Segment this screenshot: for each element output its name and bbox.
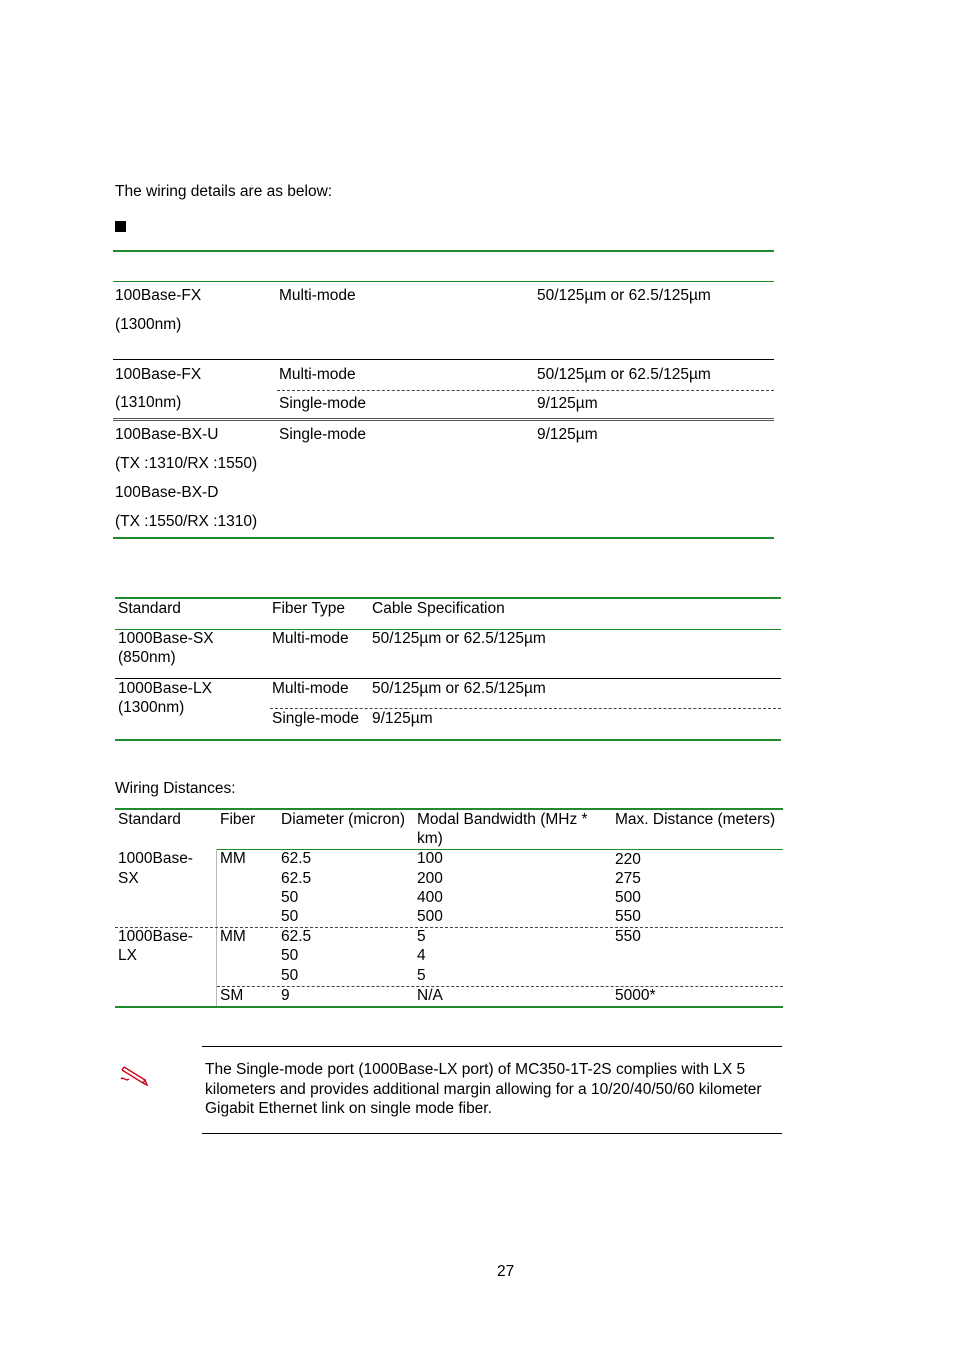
table-rule	[115, 808, 783, 810]
standard-cell: (1300nm)	[118, 699, 185, 716]
standard-cell: 100Base-BX-U	[115, 426, 219, 443]
note-rule	[202, 1046, 782, 1047]
bandwidth-cell: 5	[417, 967, 426, 984]
bandwidth-cell: 5	[417, 928, 426, 945]
distance-cell: 5000*	[615, 987, 656, 1004]
bandwidth-cell: 4	[417, 947, 426, 964]
diameter-cell: 50	[281, 908, 299, 925]
pencil-note-icon	[119, 1066, 149, 1088]
fiber-cell: Multi-mode	[279, 287, 356, 304]
bandwidth-cell: 500	[417, 908, 443, 925]
bandwidth-cell: 200	[417, 870, 443, 887]
table-rule	[115, 927, 783, 928]
distance-cell: 550	[615, 928, 641, 945]
table-rule	[115, 597, 781, 599]
column-header: Standard	[118, 811, 181, 828]
column-header: Max. Distance (meters)	[615, 811, 776, 828]
cable-cell: 50/125µm or 62.5/125µm	[537, 287, 711, 304]
section-title: Wiring Distances:	[115, 780, 236, 797]
fiber-cell: MM	[220, 928, 246, 945]
diameter-cell: 50	[281, 947, 299, 964]
table-rule	[113, 250, 774, 252]
note-text: kilometers and provides additional margin allowing for a 10/20/40/50/60 kilometer	[205, 1081, 762, 1098]
bandwidth-cell: N/A	[417, 987, 443, 1004]
cable-cell: 9/125µm	[537, 395, 598, 412]
table-rule	[115, 678, 781, 679]
table-rule	[113, 537, 774, 539]
diameter-cell: 50	[281, 889, 299, 906]
note-text: Gigabit Ethernet link on single mode fiber.	[205, 1100, 492, 1117]
intro-text: The wiring details are as below:	[115, 183, 333, 200]
table-rule	[217, 986, 783, 987]
table-rule	[270, 708, 781, 709]
diameter-cell: 50	[281, 967, 299, 984]
standard-cell: 100Base-FX	[115, 287, 202, 304]
table-rule	[113, 281, 774, 282]
standard-cell: (1310nm)	[115, 394, 182, 411]
diameter-cell: 62.5	[281, 928, 312, 945]
standard-cell: 100Base-FX	[115, 366, 202, 383]
bandwidth-cell: 100	[417, 850, 443, 867]
standard-cell: 1000Base-SX	[118, 630, 214, 647]
standard-cell: SX	[118, 870, 139, 887]
note-rule	[202, 1133, 782, 1134]
distance-cell: 275	[615, 870, 641, 887]
fiber-cell: Multi-mode	[279, 366, 356, 383]
standard-cell: (TX :1310/RX :1550)	[115, 455, 258, 472]
table-rule	[277, 390, 774, 391]
table-rule	[115, 739, 781, 741]
note-text: The Single-mode port (1000Base-LX port) of MC350-1T-2S complies with LX 5	[205, 1061, 746, 1078]
standard-cell: (850nm)	[118, 649, 176, 666]
fiber-cell: Single-mode	[279, 395, 367, 412]
diameter-cell: 62.5	[281, 870, 312, 887]
cable-cell: 50/125µm or 62.5/125µm	[372, 630, 546, 647]
distance-cell: 220	[615, 851, 641, 868]
standard-cell: 1000Base-	[118, 928, 193, 945]
column-header: Standard	[118, 600, 181, 617]
fiber-cell: Multi-mode	[272, 630, 349, 647]
table-rule	[113, 418, 774, 421]
fiber-cell: Single-mode	[279, 426, 367, 443]
distance-cell: 550	[615, 908, 641, 925]
standard-cell: 1000Base-	[118, 850, 193, 867]
column-header: Fiber Type	[272, 600, 345, 617]
standard-cell: 100Base-BX-D	[115, 484, 219, 501]
distance-cell: 500	[615, 889, 641, 906]
column-header: km)	[417, 830, 443, 847]
standard-cell: (TX :1550/RX :1310)	[115, 513, 258, 530]
fiber-cell: Single-mode	[272, 710, 360, 727]
cable-cell: 9/125µm	[372, 710, 433, 727]
table-rule	[115, 1006, 783, 1008]
standard-cell: 1000Base-LX	[118, 680, 212, 697]
diameter-cell: 9	[281, 987, 290, 1004]
column-header: Modal Bandwidth (MHz *	[417, 811, 588, 828]
column-header: Fiber	[220, 811, 256, 828]
standard-cell: LX	[118, 947, 137, 964]
table-rule	[113, 359, 774, 360]
square-bullet-icon	[115, 221, 126, 232]
fiber-cell: Multi-mode	[272, 680, 349, 697]
cable-cell: 9/125µm	[537, 426, 598, 443]
standard-cell: (1300nm)	[115, 316, 182, 333]
cable-cell: 50/125µm or 62.5/125µm	[372, 680, 546, 697]
bandwidth-cell: 400	[417, 889, 443, 906]
page-number: 27	[497, 1263, 515, 1280]
column-header: Cable Specification	[372, 600, 505, 617]
cable-cell: 50/125µm or 62.5/125µm	[537, 366, 711, 383]
fiber-cell: SM	[220, 987, 244, 1004]
fiber-cell: MM	[220, 850, 246, 867]
column-header: Diameter (micron)	[281, 811, 406, 828]
diameter-cell: 62.5	[281, 850, 312, 867]
